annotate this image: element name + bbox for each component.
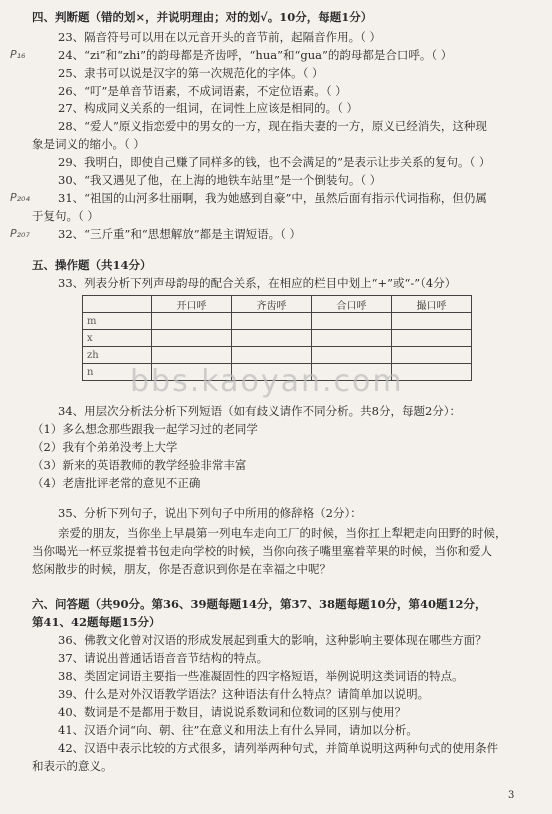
table-row (83, 313, 472, 330)
question-28-line1: 28、“爱人”原义指恋爱中的男女的一方，现在指夫妻的一方，原义已经消失，这种现 (58, 119, 487, 133)
question-34-item-1: （1）多么想念那些跟我一起学习过的老同学 (32, 422, 258, 436)
question-42-line2: 和表示的意义。 (32, 759, 113, 773)
question-25: 25、隶书可以说是汉字的第一次规范化的字体。（ ） (58, 66, 324, 80)
row-label: n (83, 364, 152, 381)
question-23: 23、隔音符号可以用在以元音开头的音节前，起隔音作用。（ ） (58, 30, 382, 44)
question-30: 30、“我又遇见了他，在上海的地铁车站里”是一个倒装句。（ ） (58, 173, 382, 187)
table-header-cell: 合口呼 (312, 296, 392, 313)
question-27: 27、构成同义关系的一组词，在词性上应该是相同的。（ ） (58, 101, 359, 115)
row-label: zh (83, 347, 152, 364)
question-35: 35、分析下列句子，说出下列句子中所用的修辞格（2分）： (58, 506, 362, 520)
table-cell (152, 330, 232, 347)
table-row (83, 347, 472, 364)
margin-note-p207: P₂₀₇ (10, 227, 30, 240)
table-cell (232, 330, 312, 347)
question-29: 29、我明白，即使自己赚了同样多的钱，也不会满足的”是表示让步关系的复句。（ ） (58, 155, 491, 169)
question-41: 41、汉语介词“向、朝、往”在意义和用法上有什么异同，请加以分析。 (58, 723, 418, 737)
table-cell (392, 330, 472, 347)
table-cell (392, 347, 472, 364)
section-6-heading-line1: 六、问答题（共90分。第36、39题每题14分，第37、38题每题10分，第40题12分， (32, 597, 487, 611)
table-cell (312, 313, 392, 330)
question-35-passage-line2: 当你喝光一杯豆浆提着书包走向学校的时候，当你向孩子嘴里塞着苹果的时候，当你和爱人 (32, 544, 492, 558)
table-cell (312, 330, 392, 347)
table-header-cell: 撮口呼 (392, 296, 472, 313)
question-35-passage-line1: 亲爱的朋友，当你坐上早晨第一列电车走向工厂的时候，当你扛上犁耙走向田野的时候， (58, 526, 507, 540)
watermark: bbs.kaoyan.com (130, 364, 404, 399)
question-34-item-3: （3）新来的英语教师的教学经验非常丰富 (32, 458, 247, 472)
question-34-item-4: （4）老唐批评老常的意见不正确 (32, 476, 201, 490)
question-36: 36、佛教文化曾对汉语的形成发展起到重大的影响，这种影响主要体现在哪些方面？ (58, 633, 487, 647)
table-row (83, 330, 472, 347)
question-26: 26、“叮”是单音节语素，不成词语素，不定位语素。（ ） (58, 84, 347, 98)
question-32: 32、“三斤重”和“思想解放”都是主谓短语。（ ） (58, 227, 302, 241)
question-38: 38、类固定词语主要指一些准凝固性的四字格短语，举例说明这类词语的特点。 (58, 669, 464, 683)
table-cell (232, 347, 312, 364)
section-6-heading-line2: 第41、42题每题15分） (32, 615, 161, 629)
question-34: 34、用层次分析法分析下列短语（如有歧义请作不同分析。共8分，每题2分）： (58, 404, 462, 418)
table-cell (392, 313, 472, 330)
table-header-cell (83, 296, 152, 313)
page-number: 3 (508, 790, 515, 801)
margin-note-p204: P₂₀₄ (10, 191, 30, 204)
table-header-cell: 开口呼 (152, 296, 232, 313)
question-31-line2: 于复句。（ ） (32, 209, 99, 223)
section-5-heading: 五、操作题（共14分） (32, 258, 152, 272)
question-33: 33、列表分析下列声母韵母的配合关系，在相应的栏目中划上“+”或“-”（4分） (58, 276, 457, 290)
question-40: 40、数词是不是都用于数目，请说说系数词和位数词的区别与使用？ (58, 705, 407, 719)
table-cell (312, 347, 392, 364)
question-31-line1: 31、“祖国的山河多壮丽啊，我为她感到自豪”中，虽然后面有指示代词指称，但仍属 (58, 191, 487, 205)
section-4-heading: 四、判断题（错的划×，并说明理由；对的划√。10分，每题1分） (32, 10, 373, 24)
table-header-cell: 齐齿呼 (232, 296, 312, 313)
row-label: m (83, 313, 152, 330)
question-37: 37、请说出普通话语音音节结构的特点。 (58, 651, 269, 665)
question-34-item-2: （2）我有个弟弟没考上大学 (32, 440, 178, 454)
table-cell (152, 313, 232, 330)
table-header-row (83, 296, 472, 313)
question-24: 24、“zi”和“zhi”的韵母都是齐齿呼，“hua”和“gua”的韵母都是合口呼。（ ） (58, 48, 453, 62)
question-42-line1: 42、汉语中表示比较的方式很多，请列举两种句式，并简单说明这两种句式的使用条件 (58, 741, 499, 755)
question-35-passage-line3: 悠闲散步的时候，朋友，你是否意识到你是在幸福之中呢？ (32, 562, 331, 576)
question-39: 39、什么是对外汉语教学语法？这种语法有什么特点？请简单加以说明。 (58, 687, 430, 701)
question-28-line2: 象是词义的缩小。（ ） (32, 137, 145, 151)
table-cell (152, 347, 232, 364)
table-cell (232, 313, 312, 330)
margin-note-p16: P₁₆ (10, 48, 26, 61)
row-label: x (83, 330, 152, 347)
